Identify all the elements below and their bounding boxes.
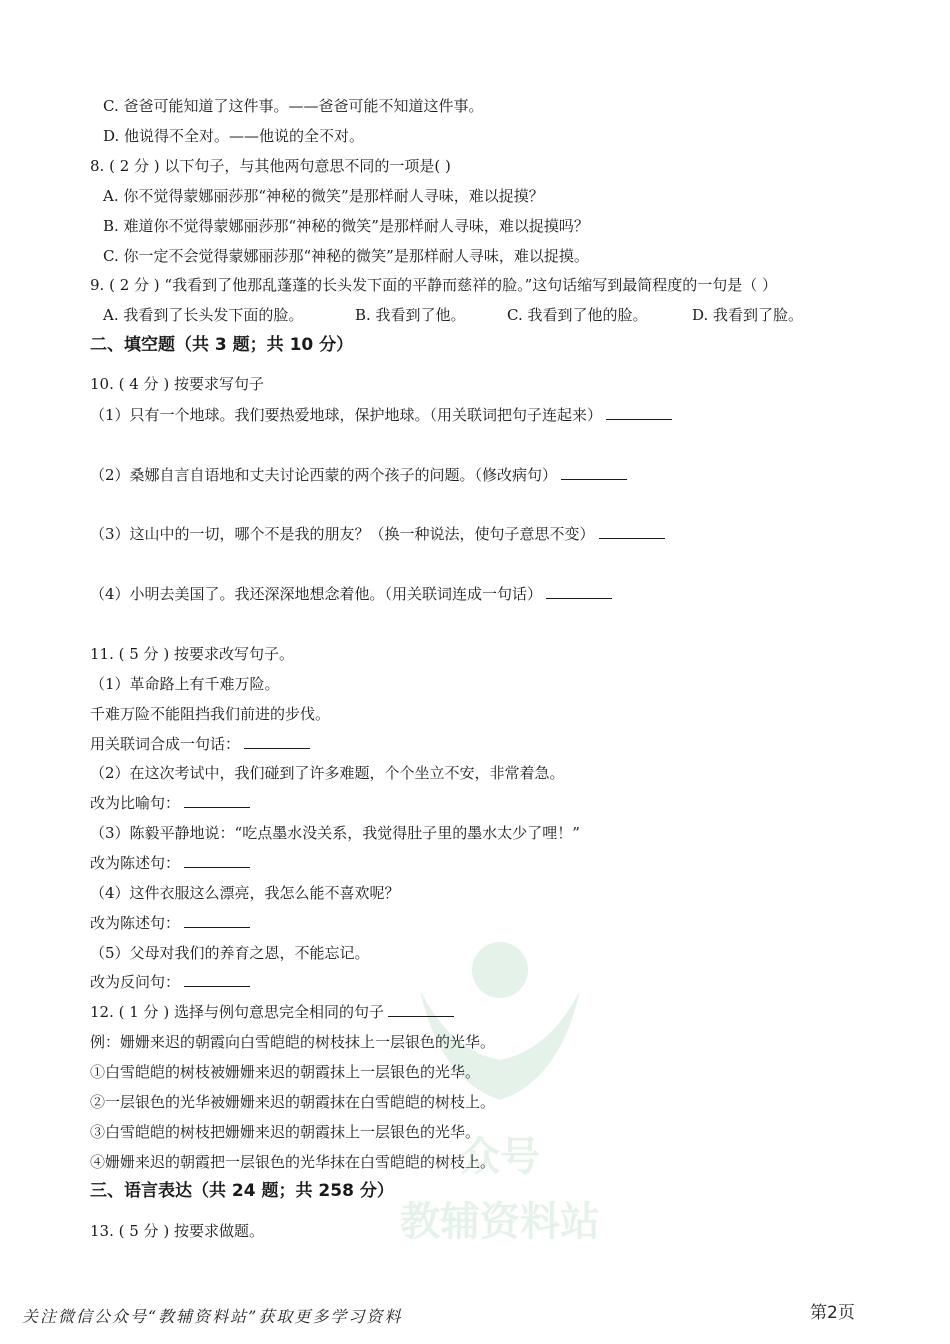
answer-blank[interactable] — [388, 1002, 454, 1017]
watermark-head — [472, 942, 528, 998]
answer-blank[interactable] — [599, 524, 665, 539]
q11-item-2-task — [90, 793, 250, 813]
q9-option-a: A. 我看到了长头发下面的脸。 — [103, 306, 304, 324]
q11-item-4-task — [90, 913, 250, 933]
q8-option-c: C. 你一定不会觉得蒙娜丽莎那“神秘的微笑”是那样耐人寻味，难以捉摸。 — [103, 247, 589, 265]
q11-item-3-task — [90, 853, 250, 873]
q8-stem: 8. ( 2 分 ) 以下句子，与其他两句意思不同的一项是( ) — [90, 157, 451, 175]
q11-item-1-task-text: 用关联词合成一句话： — [90, 735, 241, 753]
answer-blank[interactable] — [184, 913, 250, 928]
q13-stem: 13. ( 5 分 ) 按要求做题。 — [90, 1222, 264, 1240]
q10-item-4-text: （4）小明去美国了。我还深深地想念着他。（用关联词连成一句话） — [90, 585, 543, 603]
q10-item-2-text: （2）桑娜自言自语地和丈夫讨论西蒙的两个孩子的问题。（修改病句） — [90, 466, 558, 484]
q11-item-2: （2）在这次考试中，我们碰到了许多难题，个个坐立不安，非常着急。 — [90, 764, 565, 782]
answer-blank[interactable] — [546, 584, 612, 599]
page-number: 第2页 — [810, 1303, 855, 1323]
q11-item-1: （1）革命路上有千难万险。 — [90, 675, 280, 693]
q9-option-b: B. 我看到了他。 — [355, 306, 466, 324]
q10-item-3-text: （3）这山中的一切，哪个不是我的朋友？（换一种说法，使句子意思不变） — [90, 525, 595, 543]
section-2-heading: 二、填空题（共 3 题；共 10 分） — [90, 335, 354, 355]
q8-option-a: A. 你不觉得蒙娜丽莎那“神秘的微笑”是那样耐人寻味，难以捉摸？ — [103, 187, 544, 205]
watermark-text-1: 众号 — [460, 1134, 540, 1180]
q11-item-3-task-text: 改为陈述句： — [90, 854, 181, 872]
q10-item-2 — [90, 465, 627, 485]
answer-blank[interactable] — [244, 734, 310, 749]
q9-option-d: D. 我看到了脸。 — [692, 306, 804, 324]
q9-option-c: C. 我看到了他的脸。 — [507, 306, 648, 324]
q9-stem: 9. ( 2 分 ) “我看到了他那乱蓬蓬的长头发下面的平静而慈祥的脸。”这句话缩写到最简程度的一句是（ ） — [90, 276, 778, 294]
watermark-text-2: 教辅资料站 — [400, 1199, 600, 1245]
q12-stem — [90, 1002, 454, 1022]
answer-blank[interactable] — [184, 853, 250, 868]
q10-item-1-text: （1）只有一个地球。我们要热爱地球，保护地球。（用关联词把句子连起来） — [90, 406, 603, 424]
footer-note: 关注微信公众号“教辅资料站”获取更多学习资料 — [22, 1307, 403, 1326]
q12-option-2: ②一层银色的光华被姗姗来迟的朝霞抹在白雪皑皑的树枝上。 — [90, 1093, 496, 1111]
q11-item-4: （4）这件衣服这么漂亮，我怎么能不喜欢呢？ — [90, 884, 400, 902]
q11-item-5-task-text: 改为反问句： — [90, 973, 181, 991]
q11-item-1-task — [90, 734, 310, 754]
q10-stem: 10. ( 4 分 ) 按要求写句子 — [90, 375, 264, 393]
q8-option-b: B. 难道你不觉得蒙娜丽莎那“神秘的微笑”是那样耐人寻味，难以捉摸吗？ — [103, 217, 589, 235]
q12-option-3: ③白雪皑皑的树枝把姗姗来迟的朝霞抹上一层银色的光华。 — [90, 1123, 481, 1141]
q10-item-4 — [90, 584, 612, 604]
q12-example: 例：姗姗来迟的朝霞向白雪皑皑的树枝抹上一层银色的光华。 — [90, 1033, 496, 1051]
q10-item-3 — [90, 524, 665, 544]
q11-item-3: （3）陈毅平静地说：“吃点墨水没关系，我觉得肚子里的墨水太少了哩！” — [90, 824, 580, 842]
q11-item-5: （5）父母对我们的养育之恩，不能忘记。 — [90, 944, 370, 962]
q11-item-2-task-text: 改为比喻句： — [90, 794, 181, 812]
answer-blank[interactable] — [561, 465, 627, 480]
q7-option-c: C. 爸爸可能知道了这件事。——爸爸可能不知道这件事。 — [103, 97, 484, 115]
answer-blank[interactable] — [184, 793, 250, 808]
section-3-heading: 三、语言表达（共 24 题；共 258 分） — [90, 1181, 394, 1201]
q11-item-4-task-text: 改为陈述句： — [90, 914, 181, 932]
q12-stem-text: 12. ( 1 分 ) 选择与例句意思完全相同的句子 — [90, 1003, 384, 1021]
q12-option-1: ①白雪皑皑的树枝被姗姗来迟的朝霞抹上一层银色的光华。 — [90, 1063, 481, 1081]
answer-blank[interactable] — [184, 972, 250, 987]
q12-option-4: ④姗姗来迟的朝霞把一层银色的光华抹在白雪皑皑的树枝上。 — [90, 1153, 496, 1171]
q7-option-d: D. 他说得不全对。——他说的全不对。 — [103, 127, 365, 145]
q11-stem: 11. ( 5 分 ) 按要求改写句子。 — [90, 645, 294, 663]
q10-item-1 — [90, 405, 672, 425]
q11-item-5-task — [90, 972, 250, 992]
answer-blank[interactable] — [606, 405, 672, 420]
q11-item-1-sentence-b: 千难万险不能阻挡我们前进的步伐。 — [90, 705, 331, 723]
